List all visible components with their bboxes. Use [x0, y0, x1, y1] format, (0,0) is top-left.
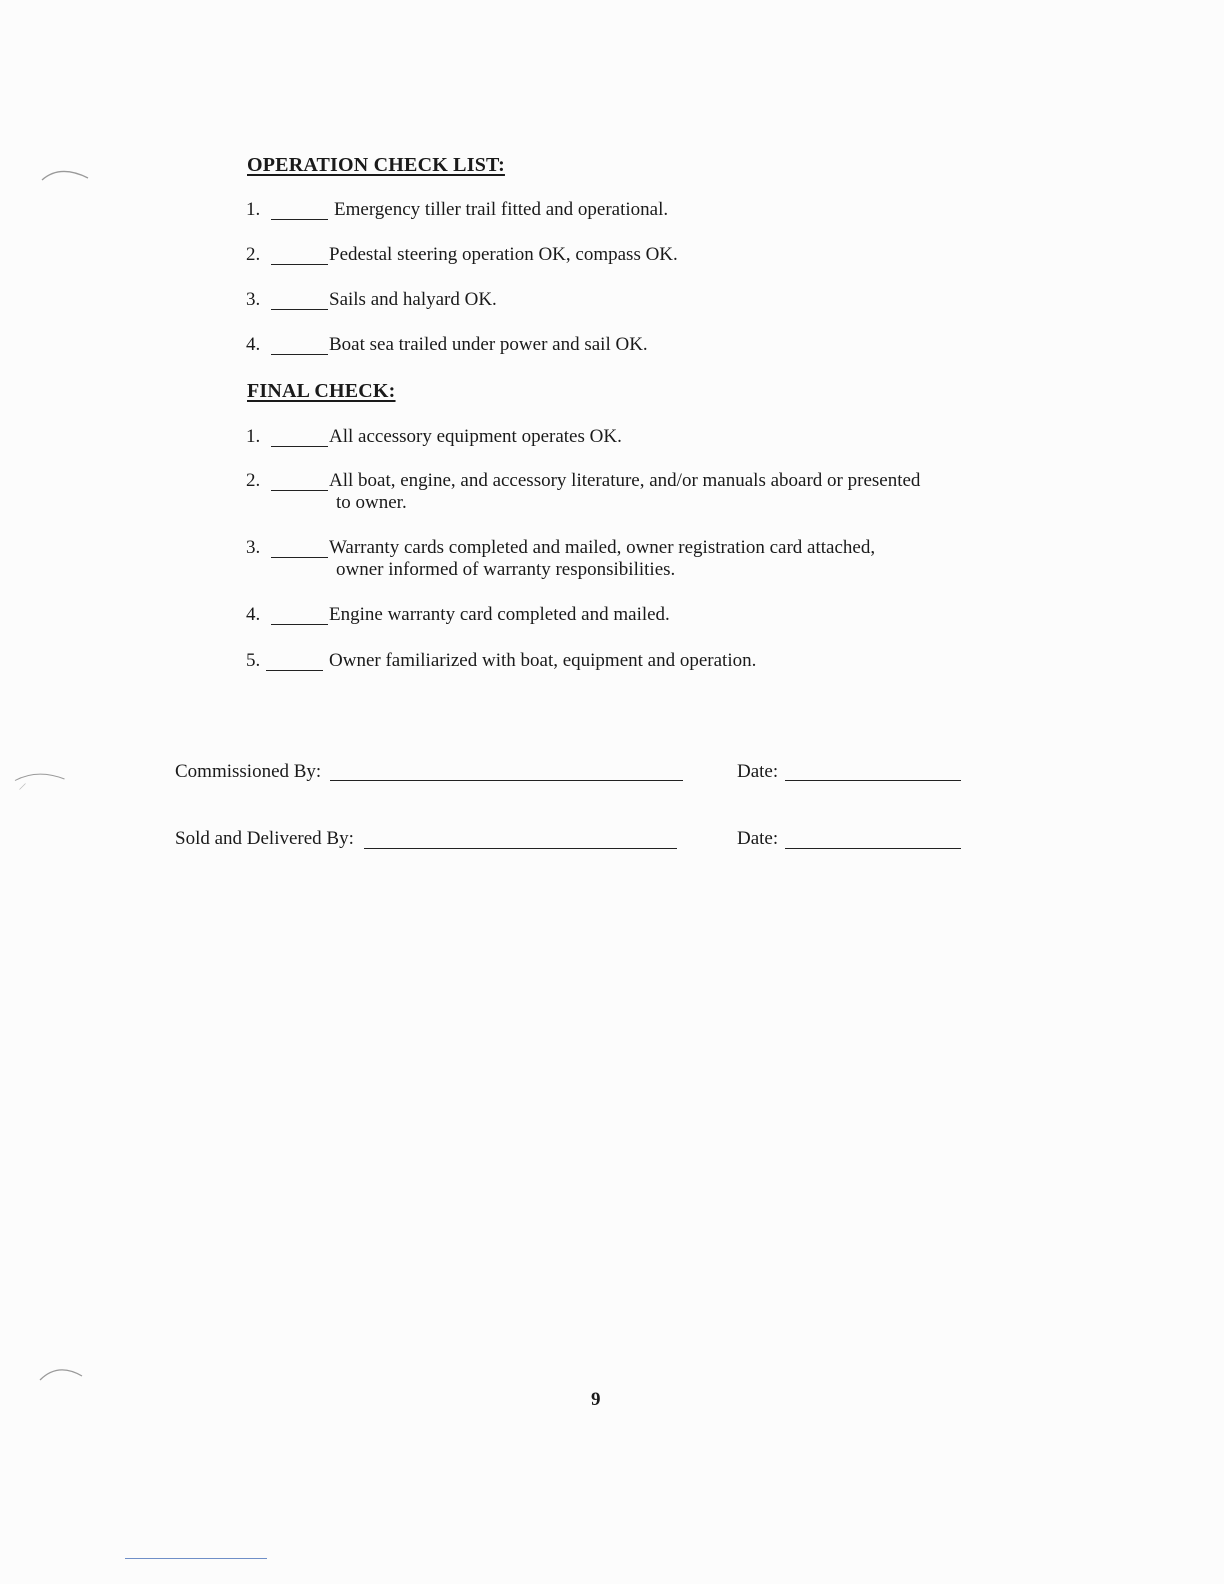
commissioned-date-line[interactable] [785, 780, 961, 781]
item-text: Warranty cards completed and mailed, owner registration card attached, [329, 537, 876, 558]
page-number: 9 [591, 1389, 601, 1410]
final-check-item [246, 650, 966, 672]
item-text-block [329, 470, 966, 514]
sold-delivered-date-line[interactable] [785, 848, 961, 849]
operation-check-item [246, 334, 966, 356]
commissioned-date-label: Date: [737, 761, 779, 782]
item-number: 5. [246, 650, 261, 671]
final-check-title: FINAL CHECK: [247, 380, 396, 402]
checkoff-blank[interactable] [271, 557, 328, 558]
item-text: Boat sea trailed under power and sail OK. [329, 334, 648, 355]
footer-rule [125, 1558, 267, 1559]
checkoff-blank[interactable] [271, 490, 328, 491]
punch-hole-middle [12, 762, 72, 802]
final-check-item [246, 537, 966, 581]
item-number: 3. [246, 537, 261, 558]
item-text: All boat, engine, and accessory literature, and/or manuals aboard or presented [329, 470, 921, 491]
item-text: Engine warranty card completed and mailed. [329, 604, 670, 625]
item-text-continuation: owner informed of warranty responsibilities. [336, 559, 676, 580]
item-text: Owner familiarized with boat, equipment and operation. [329, 650, 757, 671]
item-number: 1. [246, 426, 261, 447]
checkoff-blank[interactable] [271, 309, 328, 310]
item-number: 1. [246, 199, 261, 220]
final-check-item [246, 604, 966, 626]
commissioned-by-signature-line[interactable] [330, 780, 683, 781]
item-text-block [329, 537, 966, 581]
punch-hole-bottom [36, 1358, 96, 1398]
final-check-item [246, 426, 966, 448]
item-number: 2. [246, 470, 261, 491]
item-number: 2. [246, 244, 261, 265]
item-text: Pedestal steering operation OK, compass OK. [329, 244, 678, 265]
item-text-continuation: to owner. [336, 492, 407, 513]
operation-check-item [246, 244, 966, 266]
checkoff-blank[interactable] [271, 624, 328, 625]
item-text: Emergency tiller trail fitted and operational. [334, 199, 669, 220]
item-number: 4. [246, 334, 261, 355]
checkoff-blank[interactable] [271, 264, 328, 265]
checkoff-blank[interactable] [271, 354, 328, 355]
final-check-item [246, 470, 966, 514]
checkoff-blank[interactable] [271, 446, 328, 447]
item-number: 3. [246, 289, 261, 310]
punch-hole-top [38, 160, 98, 200]
item-number: 4. [246, 604, 261, 625]
operation-check-title: OPERATION CHECK LIST: [247, 154, 505, 176]
commissioned-by-label: Commissioned By: [175, 761, 322, 782]
sold-delivered-date-label: Date: [737, 828, 779, 849]
operation-check-item [246, 289, 966, 311]
checkoff-blank[interactable] [266, 670, 323, 671]
sold-delivered-by-label: Sold and Delivered By: [175, 828, 354, 849]
sold-delivered-signature-line[interactable] [364, 848, 677, 849]
item-text: All accessory equipment operates OK. [329, 426, 622, 447]
item-text: Sails and halyard OK. [329, 289, 497, 310]
checkoff-blank[interactable] [271, 219, 328, 220]
operation-check-item [246, 199, 966, 221]
